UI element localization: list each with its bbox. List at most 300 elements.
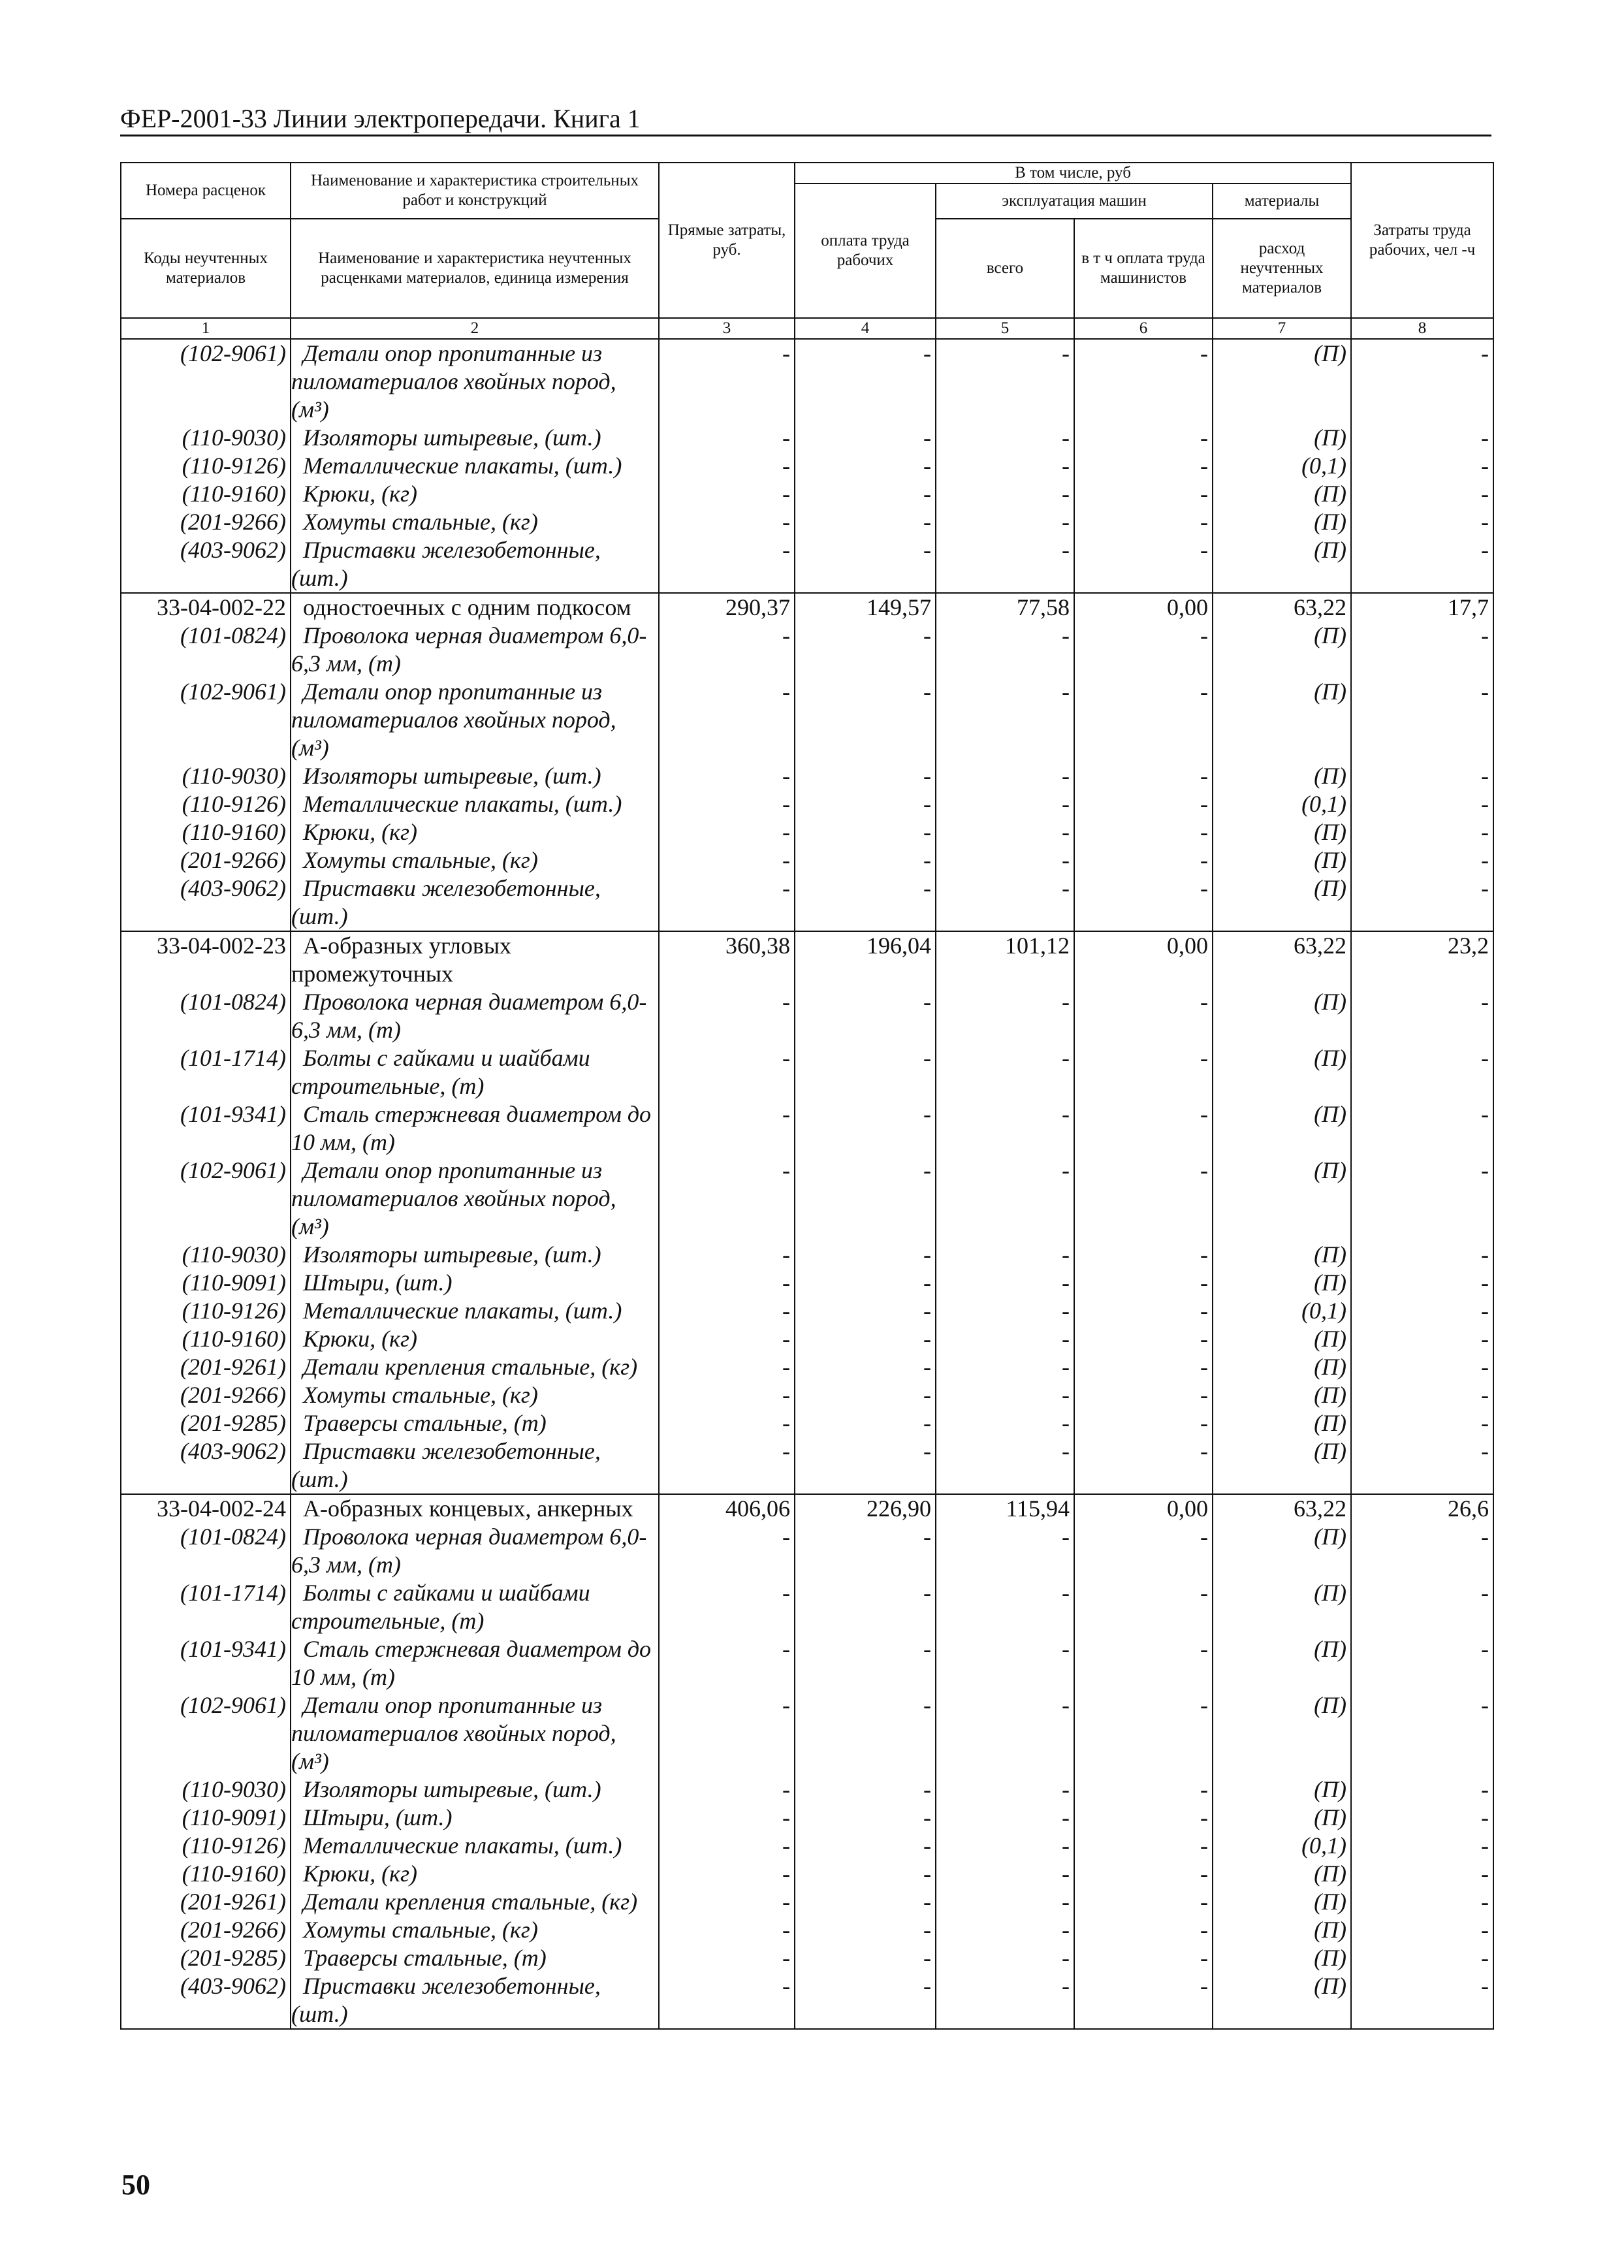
row-name-text: Сталь стержневая диаметром до 10 мм, (т) bbox=[291, 1636, 652, 1690]
row-code: (101-0824) bbox=[121, 622, 291, 678]
materials-value: (0,1) bbox=[1213, 790, 1351, 818]
row-code: (110-9126) bbox=[121, 790, 291, 818]
direct-costs: - bbox=[659, 1269, 795, 1297]
machinists-pay: - bbox=[1074, 339, 1213, 424]
labor-hours: - bbox=[1351, 622, 1493, 678]
materials-value: (П) bbox=[1213, 480, 1351, 508]
direct-costs: - bbox=[659, 424, 795, 452]
direct-costs: - bbox=[659, 1944, 795, 1972]
material-row bbox=[121, 874, 1493, 931]
machinists-pay: - bbox=[1074, 1888, 1213, 1916]
material-row bbox=[121, 1888, 1493, 1916]
row-code: (201-9285) bbox=[121, 1944, 291, 1972]
labor-pay: - bbox=[795, 1579, 936, 1635]
direct-costs: - bbox=[659, 988, 795, 1044]
machinists-pay: - bbox=[1074, 1635, 1213, 1691]
direct-costs: - bbox=[659, 1860, 795, 1888]
machinists-pay: - bbox=[1074, 480, 1213, 508]
materials-value: (П) bbox=[1213, 1916, 1351, 1944]
row-name bbox=[291, 1325, 659, 1353]
labor-hours: 17,7 bbox=[1351, 593, 1493, 622]
row-code: (110-9030) bbox=[121, 424, 291, 452]
machinists-pay: - bbox=[1074, 1157, 1213, 1241]
row-name-text: Крюки, (кг) bbox=[303, 1861, 417, 1887]
materials-value: (П) bbox=[1213, 1353, 1351, 1381]
materials-value: (0,1) bbox=[1213, 1297, 1351, 1325]
labor-hours: - bbox=[1351, 1353, 1493, 1381]
row-name-text: Хомуты стальные, (кг) bbox=[303, 509, 538, 535]
machines-total: 115,94 bbox=[936, 1494, 1074, 1523]
material-row bbox=[121, 846, 1493, 874]
row-name bbox=[291, 1916, 659, 1944]
labor-hours: - bbox=[1351, 818, 1493, 846]
machinists-pay: - bbox=[1074, 1916, 1213, 1944]
direct-costs: - bbox=[659, 452, 795, 480]
row-code: (102-9061) bbox=[121, 339, 291, 424]
row-name bbox=[291, 424, 659, 452]
machines-total: - bbox=[936, 790, 1074, 818]
row-code: (110-9160) bbox=[121, 1325, 291, 1353]
row-name bbox=[291, 1888, 659, 1916]
materials-value: (П) bbox=[1213, 1044, 1351, 1100]
labor-hours: - bbox=[1351, 1157, 1493, 1241]
labor-pay: - bbox=[795, 678, 936, 762]
col1-top-header: Номера расценок bbox=[121, 163, 291, 219]
labor-hours: - bbox=[1351, 1691, 1493, 1776]
row-name bbox=[291, 1381, 659, 1409]
labor-hours: - bbox=[1351, 424, 1493, 452]
direct-costs: - bbox=[659, 1437, 795, 1494]
row-name-text: Траверсы стальные, (т) bbox=[303, 1945, 547, 1971]
machinists-pay: - bbox=[1074, 1691, 1213, 1776]
machines-total: - bbox=[936, 1972, 1074, 2029]
material-row bbox=[121, 1916, 1493, 1944]
machines-total: - bbox=[936, 1044, 1074, 1100]
material-row bbox=[121, 1944, 1493, 1972]
row-name-text: Сталь стержневая диаметром до 10 мм, (т) bbox=[291, 1101, 652, 1155]
row-name-text: Хомуты стальные, (кг) bbox=[303, 1917, 538, 1943]
column-number: 1 bbox=[121, 318, 291, 339]
row-name-text: Изоляторы штыревые, (шт.) bbox=[303, 424, 601, 451]
material-row bbox=[121, 1157, 1493, 1241]
row-code: (403-9062) bbox=[121, 536, 291, 593]
materials-value: (П) bbox=[1213, 1325, 1351, 1353]
labor-pay: - bbox=[795, 1635, 936, 1691]
labor-pay: - bbox=[795, 1776, 936, 1804]
labor-pay: - bbox=[795, 1437, 936, 1494]
row-name-text: Траверсы стальные, (т) bbox=[303, 1410, 547, 1436]
machines-total: - bbox=[936, 1241, 1074, 1269]
rate-row bbox=[121, 593, 1493, 622]
materials-value: (П) bbox=[1213, 1523, 1351, 1579]
page-header bbox=[120, 103, 1491, 136]
direct-costs: - bbox=[659, 1635, 795, 1691]
labor-pay: - bbox=[795, 1269, 936, 1297]
row-name-text: Металлические плакаты, (шт.) bbox=[303, 1298, 622, 1324]
labor-pay: - bbox=[795, 1241, 936, 1269]
labor-pay: - bbox=[795, 1409, 936, 1437]
row-code: (101-9341) bbox=[121, 1100, 291, 1157]
row-code: (403-9062) bbox=[121, 874, 291, 931]
material-row bbox=[121, 339, 1493, 424]
row-name bbox=[291, 593, 659, 622]
labor-pay: - bbox=[795, 480, 936, 508]
material-row bbox=[121, 508, 1493, 536]
labor-pay: - bbox=[795, 1157, 936, 1241]
row-name-text: Приставки железобетонные, (шт.) bbox=[291, 875, 601, 929]
materials-value: (0,1) bbox=[1213, 1832, 1351, 1860]
machinists-pay: 0,00 bbox=[1074, 593, 1213, 622]
row-code: (201-9261) bbox=[121, 1888, 291, 1916]
material-row bbox=[121, 536, 1493, 593]
row-name-text: Детали опор пропитанные из пиломатериалов хвойных пород, (м³) bbox=[291, 1157, 616, 1239]
labor-hours: - bbox=[1351, 678, 1493, 762]
direct-costs: - bbox=[659, 508, 795, 536]
material-row bbox=[121, 452, 1493, 480]
materials-value: (П) bbox=[1213, 1776, 1351, 1804]
row-name-text: Детали опор пропитанные из пиломатериалов хвойных пород, (м³) bbox=[291, 679, 616, 761]
direct-costs: - bbox=[659, 1776, 795, 1804]
labor-hours: - bbox=[1351, 846, 1493, 874]
row-name bbox=[291, 536, 659, 593]
col5-header: всего bbox=[936, 219, 1074, 318]
labor-hours: - bbox=[1351, 1523, 1493, 1579]
labor-hours: - bbox=[1351, 1888, 1493, 1916]
machinists-pay: - bbox=[1074, 1804, 1213, 1832]
row-code: (101-0824) bbox=[121, 988, 291, 1044]
materials-value: (П) bbox=[1213, 1409, 1351, 1437]
labor-pay: - bbox=[795, 1691, 936, 1776]
column-numbers-row bbox=[121, 318, 1493, 339]
row-code: (201-9266) bbox=[121, 508, 291, 536]
labor-hours: - bbox=[1351, 1860, 1493, 1888]
row-name bbox=[291, 339, 659, 424]
materials-value: (П) bbox=[1213, 1944, 1351, 1972]
machines-total: - bbox=[936, 622, 1074, 678]
row-code: (101-9341) bbox=[121, 1635, 291, 1691]
labor-hours: - bbox=[1351, 1100, 1493, 1157]
labor-pay: 149,57 bbox=[795, 593, 936, 622]
machines-total: - bbox=[936, 1916, 1074, 1944]
direct-costs: - bbox=[659, 762, 795, 790]
machinists-pay: - bbox=[1074, 874, 1213, 931]
labor-hours: - bbox=[1351, 1804, 1493, 1832]
row-name-text: Проволока черная диаметром 6,0-6,3 мм, (т) bbox=[291, 1524, 647, 1578]
column-number: 7 bbox=[1213, 318, 1351, 339]
row-name bbox=[291, 1100, 659, 1157]
row-code: (110-9160) bbox=[121, 1860, 291, 1888]
row-name-text: Крюки, (кг) bbox=[303, 481, 417, 507]
materials-value: (П) bbox=[1213, 536, 1351, 593]
col7-header: расход неучтенных материалов bbox=[1213, 219, 1351, 318]
direct-costs: - bbox=[659, 1325, 795, 1353]
labor-pay: - bbox=[795, 988, 936, 1044]
labor-pay: - bbox=[795, 818, 936, 846]
machinists-pay: - bbox=[1074, 1860, 1213, 1888]
materials-value: 63,22 bbox=[1213, 931, 1351, 988]
row-code: (110-9126) bbox=[121, 1297, 291, 1325]
row-name bbox=[291, 508, 659, 536]
machines-total: - bbox=[936, 1269, 1074, 1297]
row-name bbox=[291, 818, 659, 846]
machines-total: - bbox=[936, 536, 1074, 593]
materials-value: (П) bbox=[1213, 1972, 1351, 2029]
machinists-pay: - bbox=[1074, 536, 1213, 593]
machinists-pay: - bbox=[1074, 1100, 1213, 1157]
labor-hours: - bbox=[1351, 1437, 1493, 1494]
labor-hours: - bbox=[1351, 1776, 1493, 1804]
row-name bbox=[291, 1044, 659, 1100]
direct-costs: - bbox=[659, 1916, 795, 1944]
machines-total: - bbox=[936, 1100, 1074, 1157]
machinists-pay: - bbox=[1074, 1044, 1213, 1100]
direct-costs: - bbox=[659, 1353, 795, 1381]
machines-total: - bbox=[936, 1353, 1074, 1381]
materials-value: (П) bbox=[1213, 846, 1351, 874]
row-code: (110-9030) bbox=[121, 762, 291, 790]
machinists-pay: - bbox=[1074, 1297, 1213, 1325]
labor-pay: - bbox=[795, 424, 936, 452]
labor-hours: - bbox=[1351, 1944, 1493, 1972]
column-number: 6 bbox=[1074, 318, 1213, 339]
direct-costs: - bbox=[659, 1100, 795, 1157]
labor-hours: - bbox=[1351, 536, 1493, 593]
row-name bbox=[291, 1494, 659, 1523]
machines-total: - bbox=[936, 1381, 1074, 1409]
col1-bottom-header: Коды неучтенных материалов bbox=[121, 219, 291, 318]
col2-bottom-header: Наименование и характеристика неучтенных расценками материалов, единица измерения bbox=[291, 219, 659, 318]
labor-pay: - bbox=[795, 1100, 936, 1157]
direct-costs: - bbox=[659, 1691, 795, 1776]
machinists-pay: - bbox=[1074, 1944, 1213, 1972]
machines-total: - bbox=[936, 1804, 1074, 1832]
direct-costs: - bbox=[659, 1381, 795, 1409]
row-name bbox=[291, 1944, 659, 1972]
machinists-pay: - bbox=[1074, 1437, 1213, 1494]
document-title: ФЕР-2001-33 Линии электропередачи. Книга 1 bbox=[120, 104, 641, 133]
row-name-text: Штыри, (шт.) bbox=[303, 1804, 453, 1830]
direct-costs: - bbox=[659, 1409, 795, 1437]
materials-value: (П) bbox=[1213, 1888, 1351, 1916]
row-name bbox=[291, 1860, 659, 1888]
direct-costs: - bbox=[659, 480, 795, 508]
direct-costs: - bbox=[659, 846, 795, 874]
row-name bbox=[291, 1241, 659, 1269]
machinists-pay: - bbox=[1074, 1579, 1213, 1635]
row-name-text: Металлические плакаты, (шт.) bbox=[303, 453, 622, 479]
row-name bbox=[291, 1972, 659, 2029]
row-name bbox=[291, 1635, 659, 1691]
row-code: (201-9285) bbox=[121, 1409, 291, 1437]
table-body bbox=[121, 339, 1493, 2029]
machines-total: - bbox=[936, 1579, 1074, 1635]
material-row bbox=[121, 790, 1493, 818]
machinists-pay: - bbox=[1074, 1269, 1213, 1297]
row-name bbox=[291, 1579, 659, 1635]
row-name bbox=[291, 678, 659, 762]
row-name-text: Детали опор пропитанные из пиломатериалов хвойных пород, (м³) bbox=[291, 340, 616, 423]
row-code: (110-9030) bbox=[121, 1241, 291, 1269]
materials-value: (П) bbox=[1213, 1437, 1351, 1494]
row-code: (201-9266) bbox=[121, 1916, 291, 1944]
labor-hours: - bbox=[1351, 874, 1493, 931]
machinists-pay: - bbox=[1074, 622, 1213, 678]
material-row bbox=[121, 1353, 1493, 1381]
row-name bbox=[291, 762, 659, 790]
labor-hours: - bbox=[1351, 1832, 1493, 1860]
labor-hours: - bbox=[1351, 1579, 1493, 1635]
materials-value: (П) bbox=[1213, 508, 1351, 536]
direct-costs: - bbox=[659, 790, 795, 818]
labor-hours: 23,2 bbox=[1351, 931, 1493, 988]
labor-pay: - bbox=[795, 536, 936, 593]
machinists-pay: - bbox=[1074, 1353, 1213, 1381]
labor-pay: - bbox=[795, 1804, 936, 1832]
row-code: (101-0824) bbox=[121, 1523, 291, 1579]
row-code: 33-04-002-23 bbox=[121, 931, 291, 988]
labor-pay: - bbox=[795, 339, 936, 424]
row-name-text: Изоляторы штыревые, (шт.) bbox=[303, 1776, 601, 1802]
machinists-pay: - bbox=[1074, 1409, 1213, 1437]
row-name bbox=[291, 1523, 659, 1579]
row-code: (110-9091) bbox=[121, 1269, 291, 1297]
direct-costs: - bbox=[659, 536, 795, 593]
column-number: 8 bbox=[1351, 318, 1493, 339]
row-name bbox=[291, 1691, 659, 1776]
row-code: (201-9266) bbox=[121, 846, 291, 874]
machines-total: - bbox=[936, 1832, 1074, 1860]
material-row bbox=[121, 1523, 1493, 1579]
row-code: 33-04-002-24 bbox=[121, 1494, 291, 1523]
direct-costs: 290,37 bbox=[659, 593, 795, 622]
machines-total: - bbox=[936, 1297, 1074, 1325]
material-row bbox=[121, 1579, 1493, 1635]
row-name bbox=[291, 874, 659, 931]
labor-hours: - bbox=[1351, 790, 1493, 818]
labor-hours: 26,6 bbox=[1351, 1494, 1493, 1523]
machinists-pay: - bbox=[1074, 818, 1213, 846]
row-name bbox=[291, 1297, 659, 1325]
row-name bbox=[291, 790, 659, 818]
labor-hours: - bbox=[1351, 1381, 1493, 1409]
material-row bbox=[121, 1776, 1493, 1804]
row-code: (201-9266) bbox=[121, 1381, 291, 1409]
row-code: (110-9091) bbox=[121, 1804, 291, 1832]
row-name bbox=[291, 1832, 659, 1860]
labor-pay: - bbox=[795, 1972, 936, 2029]
materials-value: (П) bbox=[1213, 874, 1351, 931]
labor-hours: - bbox=[1351, 1241, 1493, 1269]
direct-costs: - bbox=[659, 1972, 795, 2029]
labor-pay: - bbox=[795, 1860, 936, 1888]
material-row bbox=[121, 1100, 1493, 1157]
row-name bbox=[291, 480, 659, 508]
row-name bbox=[291, 931, 659, 988]
row-name-text: Металлические плакаты, (шт.) bbox=[303, 1832, 622, 1859]
machinists-pay: - bbox=[1074, 452, 1213, 480]
materials-value: (П) bbox=[1213, 818, 1351, 846]
material-row bbox=[121, 1437, 1493, 1494]
row-name bbox=[291, 1269, 659, 1297]
row-code: 33-04-002-22 bbox=[121, 593, 291, 622]
direct-costs: - bbox=[659, 818, 795, 846]
row-name bbox=[291, 846, 659, 874]
material-row bbox=[121, 678, 1493, 762]
labor-pay: 196,04 bbox=[795, 931, 936, 988]
col3-header: Прямые затраты, руб. bbox=[659, 163, 795, 318]
direct-costs: - bbox=[659, 339, 795, 424]
row-name-text: Проволока черная диаметром 6,0-6,3 мм, (т) bbox=[291, 622, 647, 677]
labor-hours: - bbox=[1351, 1972, 1493, 2029]
row-name-text: Детали крепления стальные, (кг) bbox=[303, 1889, 638, 1915]
material-row bbox=[121, 424, 1493, 452]
column-number: 4 bbox=[795, 318, 936, 339]
machines-total: - bbox=[936, 1776, 1074, 1804]
row-code: (403-9062) bbox=[121, 1437, 291, 1494]
material-row bbox=[121, 1860, 1493, 1888]
material-row bbox=[121, 1297, 1493, 1325]
material-row bbox=[121, 1635, 1493, 1691]
labor-hours: - bbox=[1351, 480, 1493, 508]
materials-value: (П) bbox=[1213, 1860, 1351, 1888]
materials-value: (П) bbox=[1213, 339, 1351, 424]
material-row bbox=[121, 762, 1493, 790]
direct-costs: - bbox=[659, 622, 795, 678]
machinists-pay: 0,00 bbox=[1074, 1494, 1213, 1523]
materials-value: (П) bbox=[1213, 424, 1351, 452]
direct-costs: - bbox=[659, 1044, 795, 1100]
table-header bbox=[121, 163, 1493, 339]
machines-total: - bbox=[936, 1944, 1074, 1972]
material-row bbox=[121, 1409, 1493, 1437]
labor-pay: - bbox=[795, 1832, 936, 1860]
row-code: (102-9061) bbox=[121, 1157, 291, 1241]
machines-total: - bbox=[936, 988, 1074, 1044]
rate-row bbox=[121, 1494, 1493, 1523]
labor-pay: - bbox=[795, 1353, 936, 1381]
machines-total: - bbox=[936, 762, 1074, 790]
machinists-pay: 0,00 bbox=[1074, 931, 1213, 988]
machines-total: - bbox=[936, 1409, 1074, 1437]
machines-total: - bbox=[936, 1691, 1074, 1776]
row-code: (102-9061) bbox=[121, 678, 291, 762]
machines-total: - bbox=[936, 452, 1074, 480]
machinists-pay: - bbox=[1074, 762, 1213, 790]
direct-costs: 360,38 bbox=[659, 931, 795, 988]
material-row bbox=[121, 1044, 1493, 1100]
machinists-pay: - bbox=[1074, 424, 1213, 452]
row-code: (110-9126) bbox=[121, 452, 291, 480]
row-name-text: Приставки железобетонные, (шт.) bbox=[291, 1438, 601, 1492]
row-name-text: А-образных угловых промежуточных bbox=[291, 933, 512, 987]
direct-costs: - bbox=[659, 1523, 795, 1579]
machinists-pay: - bbox=[1074, 678, 1213, 762]
material-row bbox=[121, 480, 1493, 508]
labor-hours: - bbox=[1351, 988, 1493, 1044]
labor-pay: - bbox=[795, 1888, 936, 1916]
row-name bbox=[291, 452, 659, 480]
direct-costs: 406,06 bbox=[659, 1494, 795, 1523]
material-row bbox=[121, 1381, 1493, 1409]
machines-total: - bbox=[936, 1635, 1074, 1691]
row-name-text: Детали опор пропитанные из пиломатериалов хвойных пород, (м³) bbox=[291, 1692, 616, 1774]
rates-table bbox=[120, 162, 1494, 2030]
labor-hours: - bbox=[1351, 452, 1493, 480]
direct-costs: - bbox=[659, 1297, 795, 1325]
machinists-pay: - bbox=[1074, 988, 1213, 1044]
machinists-pay: - bbox=[1074, 846, 1213, 874]
materials-value: (П) bbox=[1213, 622, 1351, 678]
